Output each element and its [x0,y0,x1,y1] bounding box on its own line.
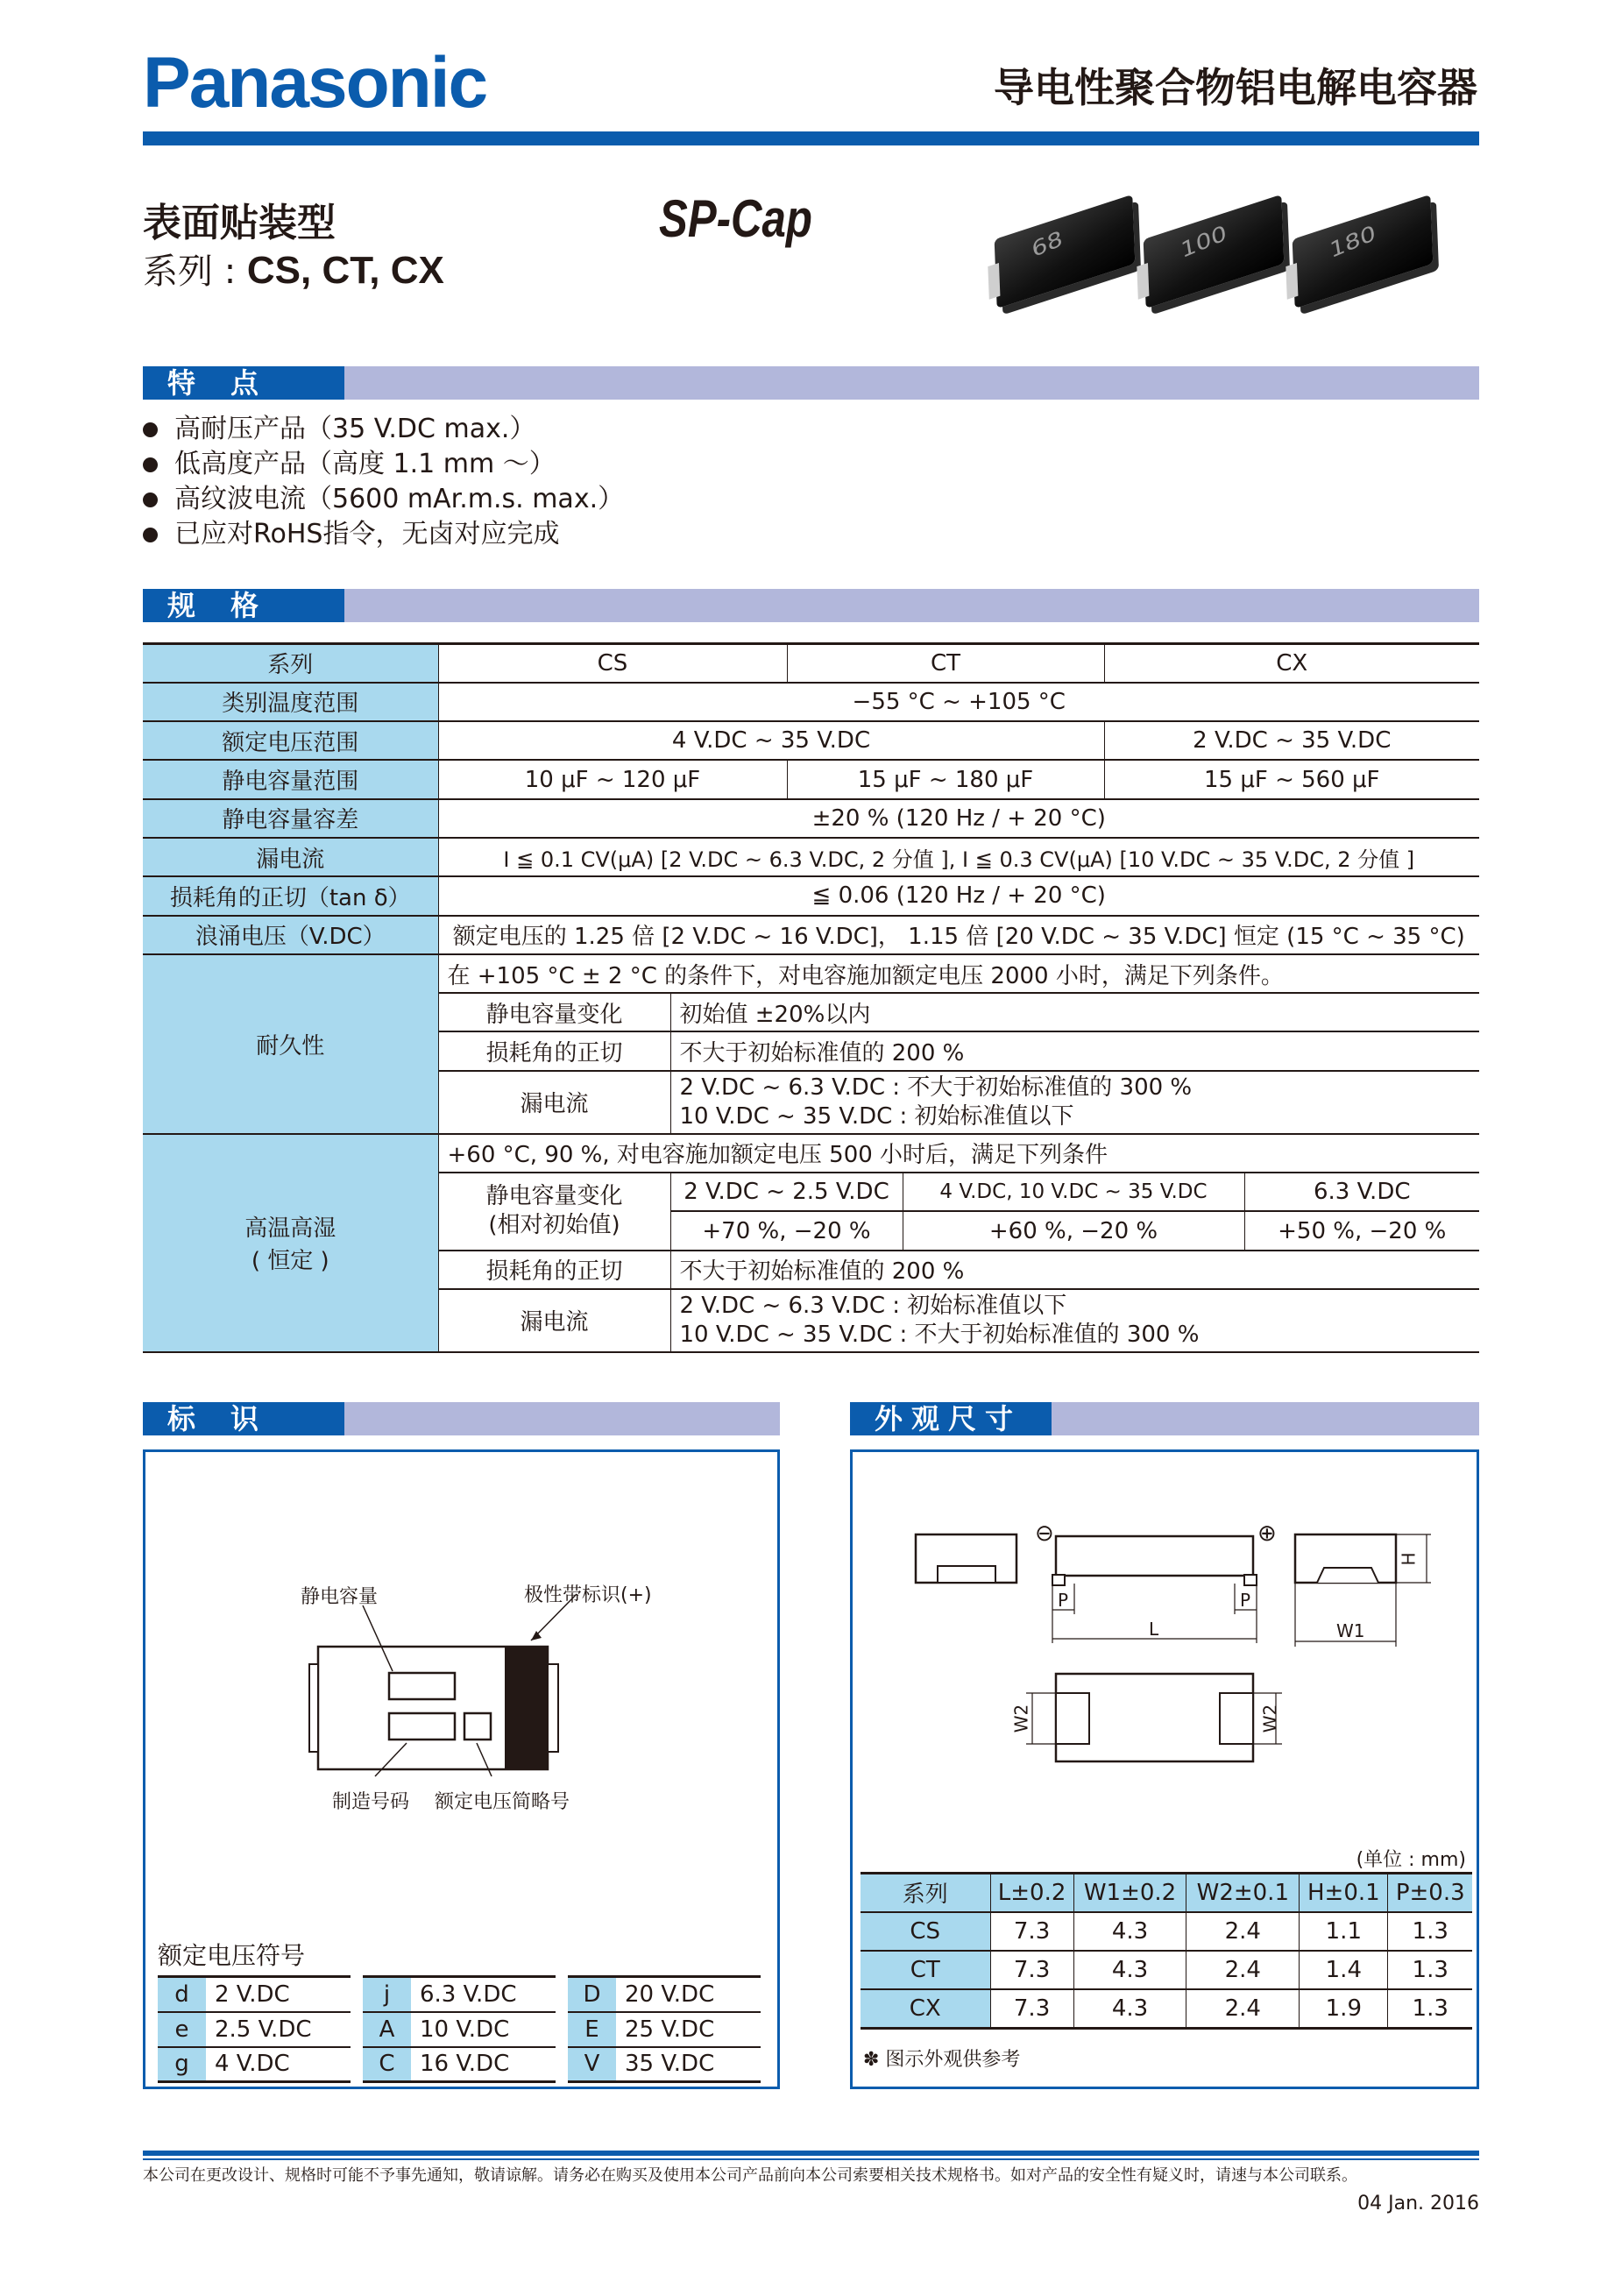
table-row: E 25 V.DC [568,2012,761,2047]
table-row: 损耗角的正切（tan δ） ≦ 0.06 (120 Hz / + 20 °C) [143,876,1479,915]
appearance-note: ✽ 图示外观供参考 [863,2049,1021,2071]
document-title: 导电性聚合物铝电解电容器 [994,64,1477,111]
table-row: V 35 V.DC [568,2047,761,2082]
section-features: 特点 [143,366,1479,400]
section-dimensions: 外观尺寸 [850,1402,1479,1435]
product-photo [981,197,1472,320]
table-row: CT 7.3 4.3 2.4 1.4 1.3 [861,1951,1472,1989]
feature-list [143,412,624,552]
footer-rule [143,2151,1479,2156]
voltage-code-title: 额定电压符号 [158,1941,306,1970]
spec-table: 系列 CS CT CX 类别温度范围 −55 °C ~ +105 °C 额定电压范围 4 V.DC ~ 35 V.DC 2 V.DC ~ 35 V.DC 静电容量范围 10 μF ~ 120 μF 15 μF ~ 180 μF 15 μF ~ 560 μF 静电容量容差 ±20 % (120 Hz / + 20 °C) 漏电流 I ≦ 0.1 CV(μA) [2 V.DC ~ 6.3 V.DC, 2 分值 ], I ≦ 0.3 CV(μA) [10 V.DC ~ 35 V.DC, 2 分值 ] 损耗角的正切（tan δ） ≦ 0.06 (120 Hz / + 20 °C) 浪涌电压（V.DC） 额定电压的 1.25 倍 [2 V.DC ~ 16 V.DC]， 1.15 倍 [20 V.DC ~ 35 V.DC] 恒定 (15 °C ~ 35 °C) 耐久性 在 +105 °C ± 2 °C 的条件下，对电容施加额定电压 2000 小时，满足下列条件。 静电容量变化 初始值 ±20%以内 损耗角的正切 不大于初始标准值的 200 % 漏电流 2 V.DC ~ 6.3 V.DC : 不大于初始标准值的 300 % 10 V.DC ~ 35 V.DC : 初始标准值以下 高温高湿 ( 恒定 ) +60 °C, 90 %, 对电容施加额定电压 500 小时后，满足下列条件 静电容量变化 (相对初始值) 2 V.DC ~ 2.5 V.DC 4 V.DC, 10 V.DC ~ 35 V.DC 6.3 V.DC +70 %, −20 % +60 %, −20 % +50 %, −20 % 损耗角的正切 不大于初始标准值的 200 % 漏电流 2 V.DC ~ 6.3 V.DC : 初始标准值以下 10 V.DC ~ 35 V.DC : 不大于初始标准值的 300 % [143,642,1479,1353]
dim-label-h: H [1398,1552,1420,1566]
table-row: 漏电流 I ≦ 0.1 CV(μA) [2 V.DC ~ 6.3 V.DC, 2 分值 ], I ≦ 0.3 CV(μA) [10 V.DC ~ 35 V.DC, 2 分值 ] [143,838,1479,876]
list-item: 已应对RoHS指令，无卤对应完成 [143,517,624,552]
table-row: 静电容量范围 10 μF ~ 120 μF 15 μF ~ 180 μF 15 μF ~ 560 μF [143,760,1479,798]
footer-rule [143,2158,1479,2160]
table-row: 系列 L±0.2 W1±0.2 W2±0.1 H±0.1 P±0.3 [861,1874,1472,1912]
table-row: 类别温度范围 −55 °C ~ +105 °C [143,683,1479,721]
label-voltage-code: 额定电压简略号 [435,1791,570,1813]
table-row: 耐久性 在 +105 °C ± 2 °C 的条件下，对电容施加额定电压 2000 小时，满足下列条件。 [143,954,1479,993]
table-row: 高温高湿 ( 恒定 ) +60 °C, 90 %, 对电容施加额定电压 500 小时后，满足下列条件 [143,1134,1479,1173]
dim-label-l: L [1149,1619,1159,1640]
minus-icon: ⊖ [1035,1520,1054,1547]
panasonic-logo: Panasonic [143,43,487,123]
table-row: 漏电流 2 V.DC ~ 6.3 V.DC : 不大于初始标准值的 300 % 10 V.DC ~ 35 V.DC : 初始标准值以下 [143,1071,1479,1134]
series-names: CS, CT, CX [246,249,444,292]
label-lot: 制造号码 [332,1791,410,1813]
dim-label-p: P [1240,1590,1251,1611]
series-line [143,244,444,294]
table-row: A 10 V.DC [363,2012,556,2047]
voltage-code-table [568,1975,761,2083]
unit-label: (单位 : mm) [1356,1849,1466,1871]
table-row: CX 7.3 4.3 2.4 1.9 1.3 [861,1989,1472,2028]
dim-label-p: P [1058,1590,1069,1611]
table-row: e 2.5 V.DC [158,2012,351,2047]
voltage-code-table [158,1975,351,2083]
list-item: 低高度产品（高度 1.1 mm ～） [143,447,624,482]
dimension-table [861,1872,1472,2030]
label-polarity: 极性带标识(+) [524,1584,652,1606]
label-capacitance: 静电容量 [301,1586,379,1608]
table-row: 静电容量变化 初始值 ±20%以内 [143,993,1479,1031]
table-row: C 16 V.DC [363,2047,556,2082]
product-type: 表面贴装型 [143,201,336,245]
section-specs: 规格 [143,589,1479,622]
series-label: 系列 : [143,252,247,292]
table-row: 额定电压范围 4 V.DC ~ 35 V.DC 2 V.DC ~ 35 V.DC [143,721,1479,760]
list-item: 高纹波电流（5600 mAr.m.s. max.） [143,482,624,517]
table-row: g 4 V.DC [158,2047,351,2082]
sp-cap-mark: SP-Cap [659,189,812,248]
table-row: D 20 V.DC [568,1977,761,2012]
table-row: 静电容量容差 ±20 % (120 Hz / + 20 °C) [143,799,1479,838]
section-marking: 标识 [143,1402,780,1435]
header-rule [143,131,1479,145]
footer-notice: 本公司在更改设计、规格时可能不予事先通知，敬请谅解。请务必在购买及使用本公司产品前向本公司索要相关技术规格书。如对产品的安全性有疑义时，请速与本公司联系。 [143,2166,1357,2185]
table-row: 静电容量变化 (相对初始值) 2 V.DC ~ 2.5 V.DC 4 V.DC, 10 V.DC ~ 35 V.DC 6.3 V.DC [143,1173,1479,1211]
list-item: 高耐压产品（35 V.DC max.） [143,412,624,447]
table-row: +70 %, −20 % +60 %, −20 % +50 %, −20 % [143,1211,1479,1250]
dim-label-w2: W2 [1010,1704,1032,1733]
plus-icon: ⊕ [1257,1520,1277,1547]
table-row: d 2 V.DC [158,1977,351,2012]
chip-image: 100 [1144,195,1285,308]
table-row: j 6.3 V.DC [363,1977,556,2012]
table-row: 系列 CS CT CX [143,644,1479,683]
chip-image: 68 [995,195,1136,308]
table-row: 损耗角的正切 不大于初始标准值的 200 % [143,1251,1479,1289]
voltage-code-table [363,1975,556,2083]
chip-image: 180 [1293,195,1434,308]
table-row: 损耗角的正切 不大于初始标准值的 200 % [143,1031,1479,1070]
dim-label-w1: W1 [1336,1620,1365,1641]
dim-label-w2: W2 [1259,1704,1281,1733]
marking-diagram [145,1452,777,1803]
dimension-diagram [853,1452,1477,1820]
table-row: 浪涌电压（V.DC） 额定电压的 1.25 倍 [2 V.DC ~ 16 V.DC]， 1.15 倍 [20 V.DC ~ 35 V.DC] 恒定 (15 °C ~ 35 °C) [143,916,1479,954]
table-row: CS 7.3 4.3 2.4 1.1 1.3 [861,1912,1472,1951]
marking-panel [143,1449,780,2089]
page-number: 04 Jan. 2016 [1357,2193,1479,2215]
